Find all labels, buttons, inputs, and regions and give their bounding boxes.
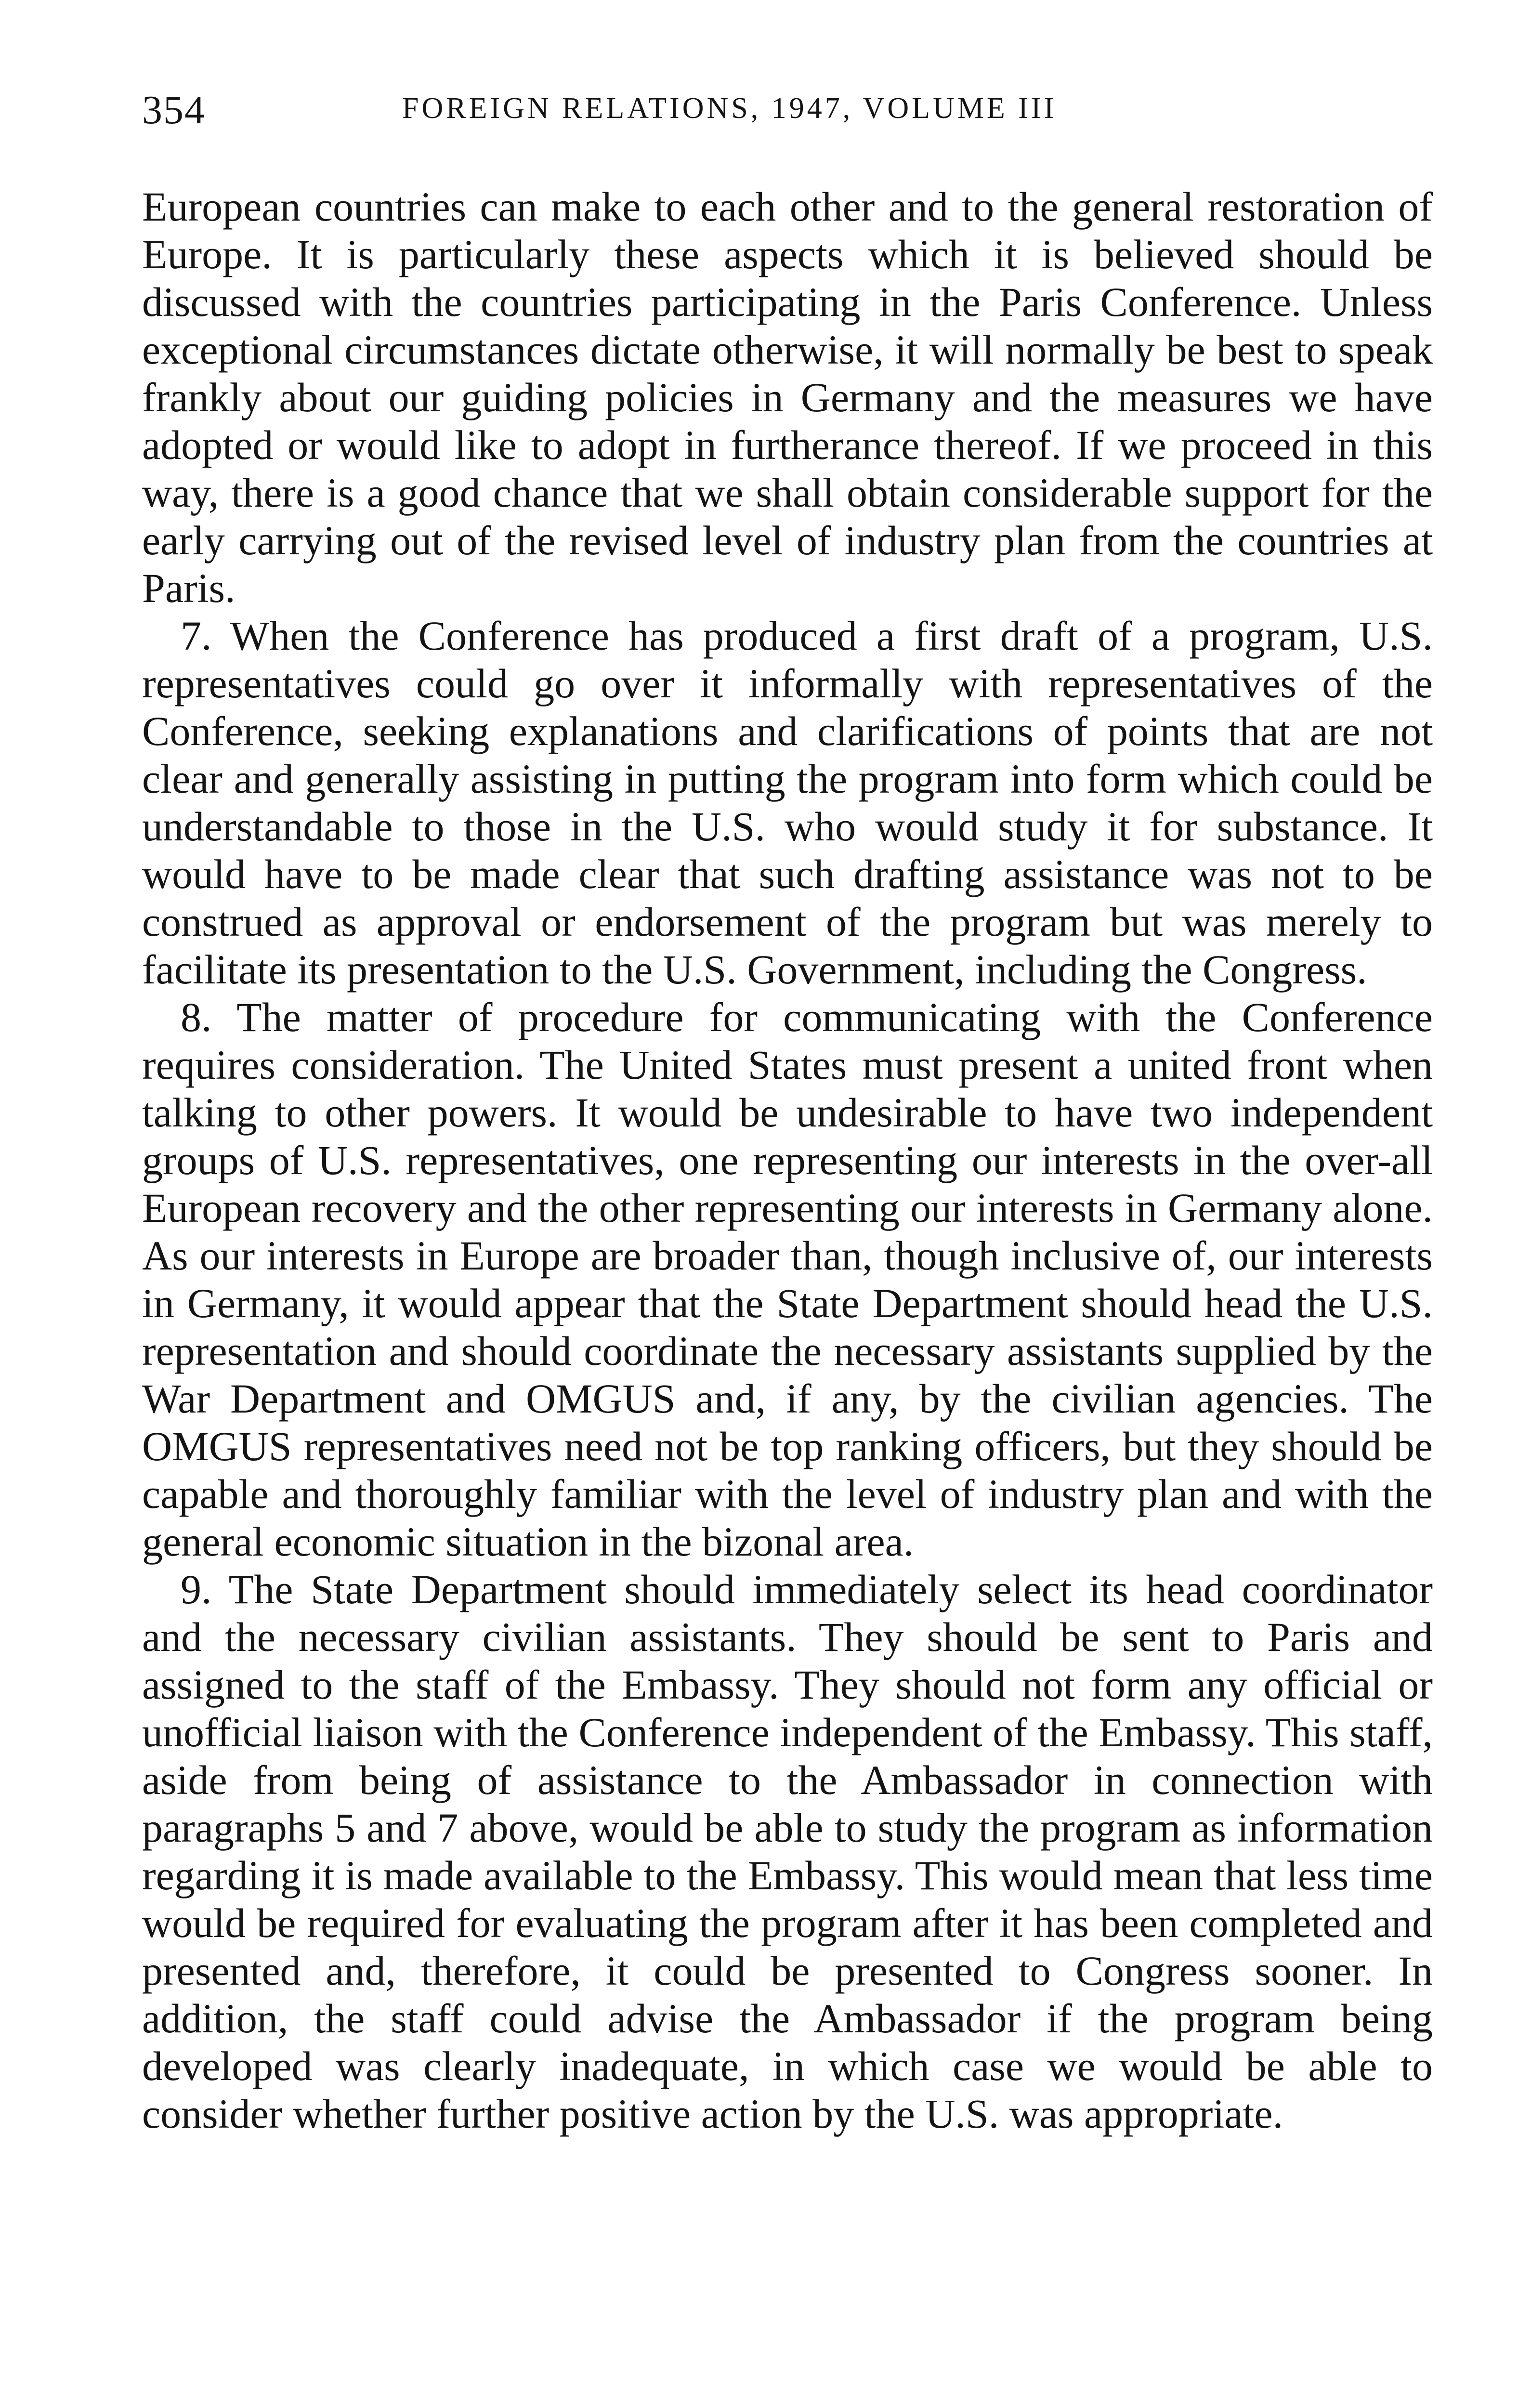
paragraph-9: 9. The State Department should immediately select its head coordinator and the necessary civilian assistants. They should be sent to Paris and assigned to the staff of the Embassy. They should not form any official or unofficial liaison with the Conference independent of the Embassy. This staff, aside from being of assistance to the Ambassador in connection with paragraphs 5 and 7 above, would be able to study the program as information regarding it is made available to the Embassy. This would mean that less time would be required for evaluating the program after it has been completed and presented and, therefore, it could be presented to Congress sooner. In addition, the staff could advise the Ambassador if the program being developed was clearly inadequate, in which case we would be able to consider whether further positive action by the U.S. was appropriate. xyxy=(142,1566,1433,2137)
running-title: FOREIGN RELATIONS, 1947, VOLUME III xyxy=(402,92,1057,125)
body-text xyxy=(142,183,1433,2138)
document-page xyxy=(142,82,1433,2138)
paragraph-7: 7. When the Conference has produced a first draft of a program, U.S. representatives could go over it informally with representatives of the Conference, seeking explanations and clarifications of points that are not clear and generally assisting in putting the program into form which could be understandable to those in the U.S. who would study it for substance. It would have to be made clear that such drafting assistance was not to be construed as approval or endorsement of the program but was merely to facilitate its presentation to the U.S. Government, including the Congress. xyxy=(142,613,1433,993)
paragraph-8: 8. The matter of procedure for communicating with the Conference requires consideration. The United States must present a united front when talking to other powers. It would be undesirable to have two independent groups of U.S. representatives, one representing our interests in the over-all European recovery and the other representing our interests in Germany alone. As our interests in Europe are broader than, though inclusive of, our interests in Germany, it would appear that the State Department should head the U.S. representation and should coordinate the necessary assistants supplied by the War Department and OMGUS and, if any, by the civilian agencies. The OMGUS representatives need not be top ranking officers, but they should be capable and thoroughly familiar with the level of industry plan and with the general economic situation in the bizonal area. xyxy=(142,994,1433,1565)
page-number: 354 xyxy=(142,88,206,132)
running-head xyxy=(142,82,1433,135)
paragraph-continuation: European countries can make to each other and to the general restoration of Europe. It is particularly these aspects which it is believed should be discussed with the countries participating in the Paris Conference. Unless exceptional circumstances dictate otherwise, it will normally be best to speak frankly about our guiding policies in Germany and the measures we have adopted or would like to adopt in furtherance thereof. If we proceed in this way, there is a good chance that we shall obtain considerable support for the early carrying out of the revised level of industry plan from the countries at Paris. xyxy=(142,183,1433,611)
